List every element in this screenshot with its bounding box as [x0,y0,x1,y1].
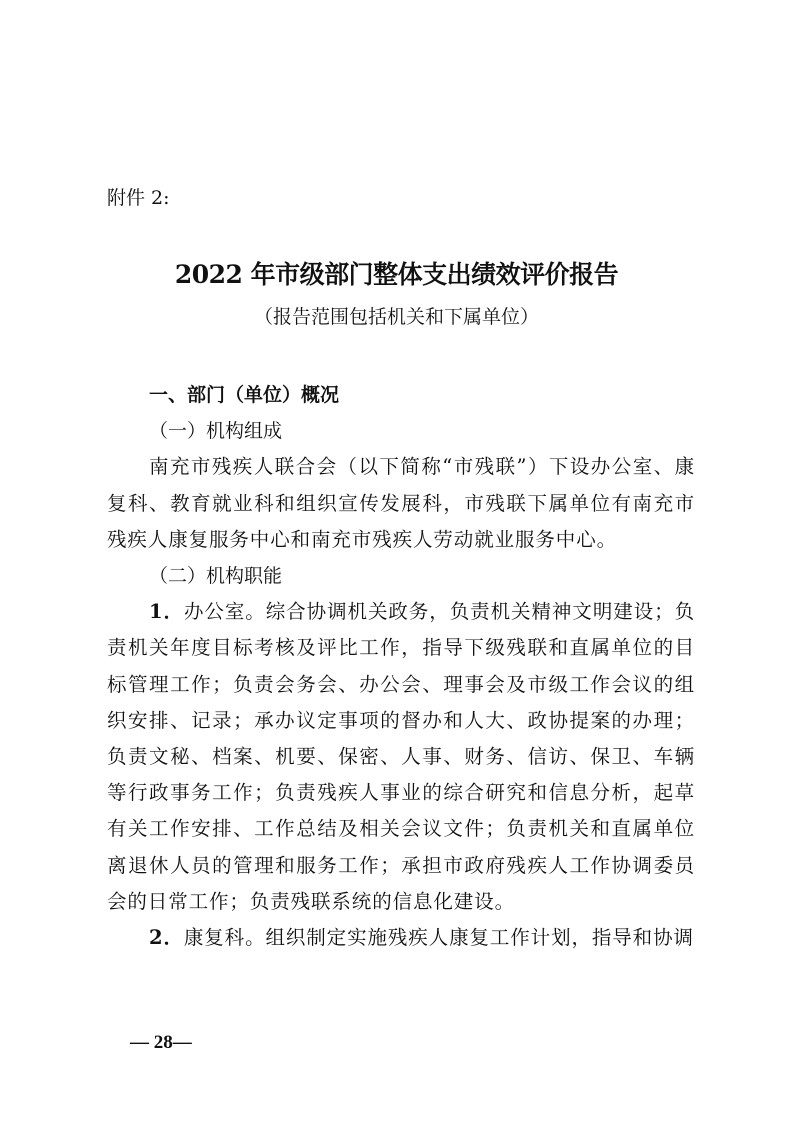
paragraph-item-1 [107,594,695,920]
report-subtitle: （报告范围包括机关和下属单位） [253,306,539,328]
page-number: — 28— [130,1032,192,1053]
section-heading-1: 一、部门（单位）概况 [149,384,340,406]
report-body [107,377,695,956]
item-1-text: 办公室。综合协调机关政务，负责机关精神文明建设；负责机关年度目标考核及评比工作，指导下级残联和直属单位的目标管理工作；负责会务会、办公会、理事会及市级工作会议的组织安排、记录；承办议定事项的督办和人大、政协提案的办理；负责文秘、档案、机要、保密、人事、财务、信访、保卫、车辆等行政事务工作；负责残疾人事业的综合研究和信息分析，起草有关工作安排、工作总结及相关会议文件；负责机关和直属单位离退休人员的管理和服务工作；承担市政府残疾人工作协调委员会的日常工作；负责残联系统的信息化建设。 [107,600,695,913]
item-2-number: 2． [149,926,184,950]
subsection-heading-1: （一）机构组成 [149,420,283,443]
item-2-text: 康复科。组织制定实施残疾人康复工作计划，指导和协调 [183,926,694,950]
subsection-heading-2: （二）机构职能 [149,565,283,588]
item-1-number: 1． [149,600,184,624]
report-title: 2022 年市级部门整体支出绩效评价报告 [174,260,619,289]
paragraph-organization: 南充市残疾人联合会（以下简称“市残联”）下设办公室、康复科、教育就业科和组织宣传发展科，市残联下属单位有南充市残疾人康复服务中心和南充市残疾人劳动就业服务中心。 [107,455,695,551]
paragraph-item-2 [107,920,695,956]
attachment-label: 附件 2: [107,187,170,209]
